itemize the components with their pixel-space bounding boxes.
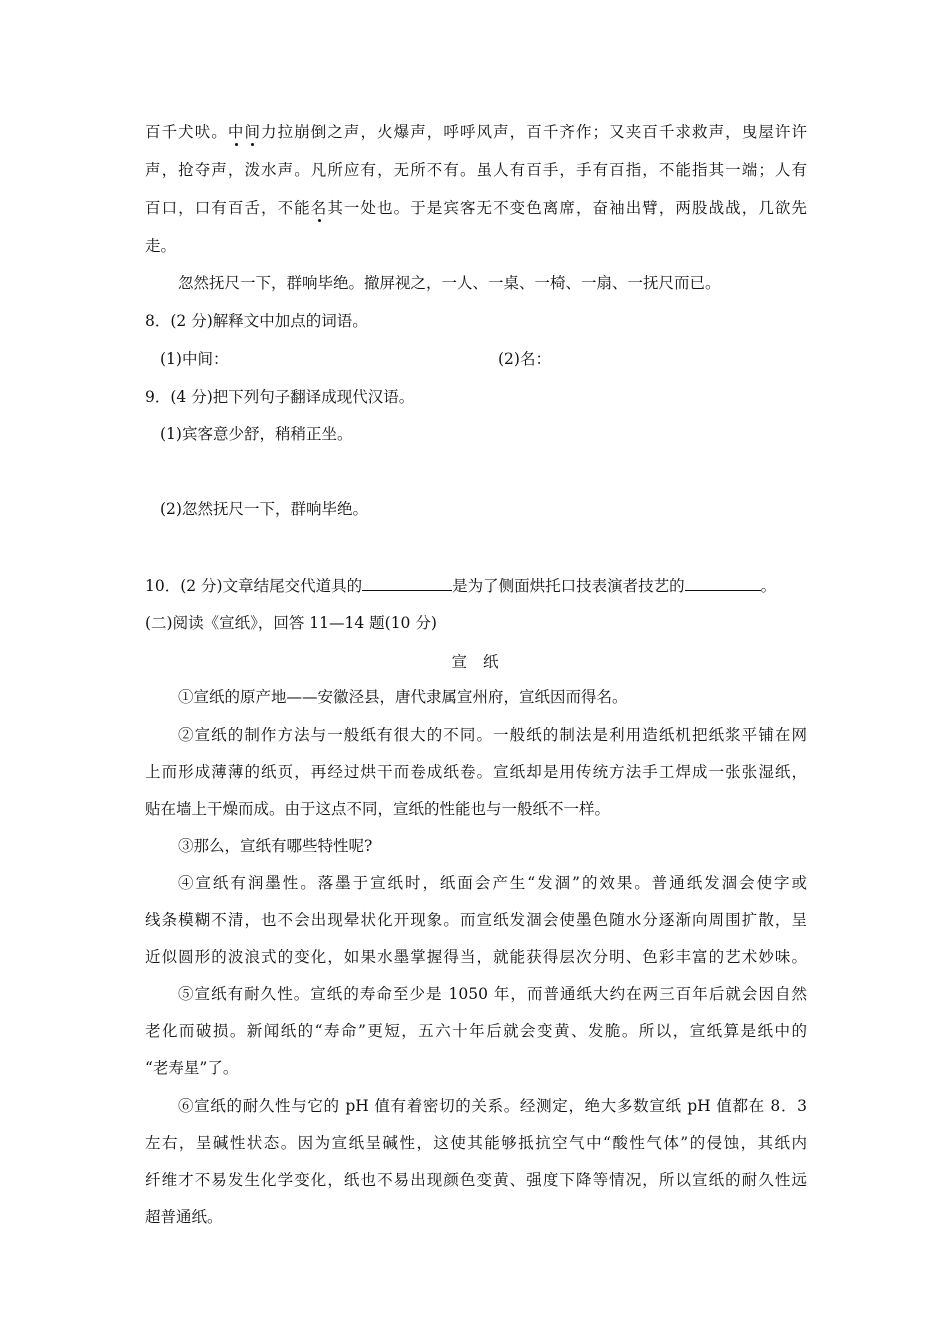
text-segment: 其一处也。于是宾客无不变色离席，奋袖出臂，两股战战，几欲先 — [327, 199, 807, 217]
question-10 — [145, 575, 807, 596]
paragraph-4-line: 近似圆形的波浪式的变化，如果水墨掌握得当，就能获得层次分明、色彩丰富的艺术妙味。 — [145, 948, 807, 966]
answer-blank[interactable] — [685, 575, 761, 591]
q10-text-b: 是为了侧面烘托口技表演者技艺的 — [452, 577, 685, 595]
paragraph-1: ①宣纸的原产地——安徽泾县，唐代隶属宣州府，宣纸因而得名。 — [178, 688, 628, 706]
dotted-word: 间 — [244, 123, 262, 141]
q10-text-c: 。 — [760, 577, 777, 595]
section-heading: (二)阅读《宣纸》，回答 11—14 题(10 分) — [145, 614, 437, 632]
text-segment: 力拉崩倒之声，火爆声，呼呼风声，百千齐作；又夹百千求救声，曳屋许许 — [261, 123, 807, 141]
passage-line: 走。 — [145, 237, 177, 255]
q10-text-a: 10．(2 分)文章结尾交代道具的 — [145, 577, 363, 595]
dotted-word: 中 — [227, 123, 245, 141]
paragraph-2-line: 贴在墙上干燥而成。由于这点不同，宣纸的性能也与一般纸不一样。 — [145, 800, 611, 818]
paragraph-4-line: 线条模糊不清，也不会出现晕状化开现象。而宣纸发涸会使墨色随水分逐渐向周围扩散，呈 — [145, 911, 807, 929]
paragraph-5-line: ⑤宣纸有耐久性。宣纸的寿命至少是 1050 年，而普通纸大约在两三百年后就会因自然 — [178, 985, 807, 1003]
paragraph-5-line: 老化而破损。新闻纸的“寿命”更短，五六十年后就会变黄、发脆。所以，宣纸算是纸中的 — [145, 1022, 807, 1040]
paragraph-2-line: 上而形成薄薄的纸页，再经过烘干而卷成纸卷。宣纸却是用传统方法手工焊成一张张湿纸， — [145, 763, 807, 781]
paragraph-6-line: 左右，呈碱性状态。因为宣纸呈碱性，这使其能够抵抗空气中“酸性气体”的侵蚀，其纸内 — [145, 1134, 807, 1152]
question-8: 8．(2 分)解释文中加点的词语。 — [145, 312, 368, 330]
text-segment: 百千犬吠。 — [145, 123, 228, 141]
passage-line — [145, 122, 807, 142]
passage-line — [145, 198, 807, 218]
passage-line: 声，抢夺声，泼水声。凡所应有，无所不有。虽人有百手，手有百指，不能指其一端；人有 — [145, 161, 807, 179]
question-8-1: (1)中间： — [160, 350, 229, 368]
paragraph-3: ③那么，宣纸有哪些特性呢? — [178, 837, 373, 855]
dotted-word: 名 — [310, 199, 328, 217]
passage-line: 忽然抚尺一下，群响毕绝。撤屏视之，一人、一桌、一椅、一扇、一抚尺而已。 — [178, 274, 721, 292]
paragraph-4-line: ④宣纸有润墨性。落墨于宣纸时，纸面会产生“发涸”的效果。普通纸发涸会使字或 — [178, 874, 807, 892]
question-9-1: (1)宾客意少舒，稍稍正坐。 — [160, 425, 353, 443]
question-9-2: (2)忽然抚尺一下，群响毕绝。 — [160, 500, 368, 518]
question-9: 9．(4 分)把下列句子翻译成现代汉语。 — [145, 388, 415, 406]
paragraph-5-line: “老寿星”了。 — [145, 1059, 239, 1077]
answer-blank[interactable] — [362, 575, 452, 591]
paragraph-6-line: 纤维才不易发生化学变化，纸也不易出现颜色变黄、强度下降等情况，所以宣纸的耐久性远 — [145, 1171, 807, 1189]
article-title: 宣纸 — [451, 653, 515, 671]
question-8-2: (2)名： — [498, 350, 551, 368]
paragraph-2-line: ②宣纸的制作方法与一般纸有很大的不同。一般纸的制法是利用造纸机把纸浆平铺在网 — [178, 726, 807, 744]
paragraph-6-line: 超普通纸。 — [145, 1208, 223, 1226]
paragraph-6-line: ⑥宣纸的耐久性与它的 pH 值有着密切的关系。经测定，绝大多数宣纸 pH 值都在 8．3 — [178, 1097, 807, 1115]
text-segment: 百口，口有百舌，不能 — [145, 199, 311, 217]
